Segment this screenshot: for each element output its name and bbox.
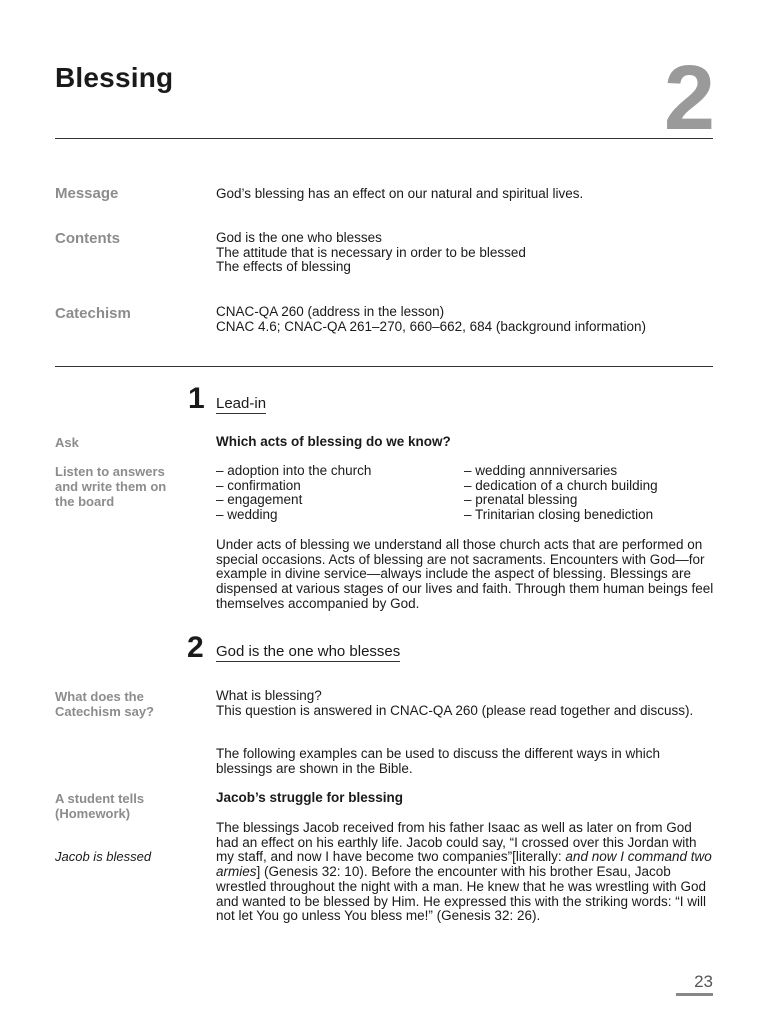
section-1-number: 1 — [188, 382, 205, 415]
catechism-list — [216, 305, 716, 334]
contents-label: Contents — [55, 230, 120, 247]
section-1-title: Lead-in — [216, 395, 267, 412]
lead-in-question: Which acts of blessing do we know? — [216, 434, 451, 449]
page-number-underline — [676, 993, 713, 996]
acts-of-blessing-paragraph: Under acts of blessing we understand all those church acts that are performed on special occasions. Acts of blessing are not sacraments. Encounters with God—for example in divine service—always include the aspect of blessing. Blessings are dispensed at various stages of our lives and faith. Through them human beings feel themselves accompanied by God. — [216, 537, 714, 611]
what-is-blessing: What is blessing? — [216, 688, 322, 703]
contents-item: The attitude that is necessary in order to be blessed — [216, 244, 526, 260]
chapter-number: 2 — [663, 47, 715, 149]
list-item: – confirmation — [216, 477, 301, 493]
section-divider — [55, 366, 713, 367]
jacob-story-paragraph — [216, 821, 716, 924]
page-title: Blessing — [55, 62, 174, 93]
list-item: – wedding annniversaries — [464, 463, 618, 478]
jacob-is-blessed-label: Jacob is blessed — [55, 849, 152, 864]
contents-item: The effects of blessing — [216, 259, 351, 275]
header-divider — [55, 138, 713, 139]
blessing-list-right — [464, 464, 704, 523]
list-item: – wedding — [216, 507, 278, 523]
ask-label: Ask — [55, 435, 79, 450]
section-2-number: 2 — [187, 631, 204, 664]
story-heading: Jacob’s struggle for blessing — [216, 790, 404, 805]
story-italic-text: and now I command two armies — [216, 849, 712, 880]
catechism-label: Catechism — [55, 305, 131, 322]
message-label: Message — [55, 185, 119, 202]
story-text: ] (Genesis 32: 10). Before the encounter with his brother Esau, Jacob wrestled throughout the night with a man. He knew that he was wrestling with God and wanted to be blessed by Him. He expressed this with the striking words: “I will not let You go unless You bless me!” (Genesis 32: 26). — [216, 864, 707, 924]
list-item: – dedication of a church building — [464, 477, 658, 493]
listen-label: Listen to answers and write them on the board — [55, 464, 167, 509]
contents-item: God is the one who blesses — [216, 230, 382, 245]
page-number: 23 — [694, 972, 713, 991]
catechism-answer — [216, 689, 716, 718]
contents-list — [216, 231, 716, 275]
catechism-item: CNAC-QA 260 (address in the lesson) — [216, 304, 445, 319]
catechism-question-label: What does the Catechism say? — [55, 689, 154, 719]
list-item: – prenatal blessing — [464, 492, 578, 508]
list-item: – adoption into the church — [216, 463, 372, 478]
message-text: God’s blessing has an effect on our natural and spiritual lives. — [216, 186, 584, 201]
story-text: The blessings Jacob received from his father Isaac as well as later on from God had an effect on his earthly life. Jacob could say, “I crossed over this Jordan with my staff, and now I have become two companies”[literally: — [216, 820, 697, 865]
student-tells-label: A student tells (Homework) — [55, 791, 145, 821]
list-item: – Trinitarian closing benediction — [464, 507, 654, 523]
section-2-title: God is the one who blesses — [216, 643, 401, 660]
catechism-item: CNAC 4.6; CNAC-QA 261–270, 660–662, 684 (background information) — [216, 318, 646, 334]
examples-paragraph: The following examples can be used to discuss the different ways in which blessings are shown in the Bible. — [216, 746, 660, 776]
list-item: – engagement — [216, 492, 303, 508]
answer-text: This question is answered in CNAC-QA 260 (please read together and discuss). — [216, 702, 694, 718]
blessing-list-left — [216, 464, 456, 523]
